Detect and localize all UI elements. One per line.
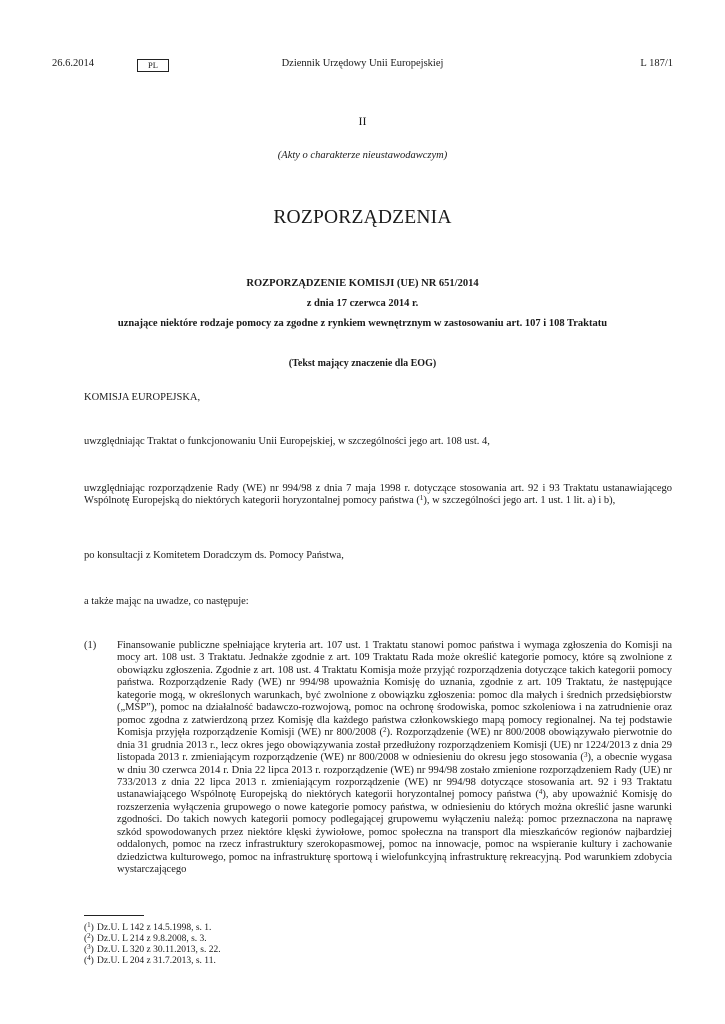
page-header <box>52 58 673 74</box>
regulation-subject: uznające niektóre rodzaje pomocy za zgodne z rynkiem wewnętrznym w zastosowaniu art. 107 i 108 Traktatu <box>117 318 608 329</box>
footnote <box>84 923 221 934</box>
language-badge: PL <box>137 59 169 72</box>
section-number: II <box>358 114 367 128</box>
preamble-commission: KOMISJA EUROPEJSKA, <box>84 392 201 403</box>
footnote-ref[interactable]: 2 <box>382 726 387 735</box>
recital-text <box>117 640 672 877</box>
recital-number: (1) <box>84 640 97 651</box>
footnote-mark: ($^4$) <box>84 954 94 966</box>
preamble-treaty: uwzględniając Traktat o funkcjonowaniu Unii Europejskiej, w szczególności jego art. 108 ust. 4, <box>84 436 490 447</box>
recital-text-part: ). Rozporządzenie (WE) nr 800/2008 obowiązywało pierwotnie do dnia 31 grudnia 2013 r., lecz okres jego obowiązywania został przedłużony rozporządzeniem Komisji (UE) nr 1224/2013 z dnia 29 listopada 2013 r. zmieniającym rozporządzenie (WE) nr 800/2008 w odniesieniu do okresu jego stosowania ( <box>117 727 672 764</box>
footnote-text: Dz.U. L 142 z 14.5.1998, s. 1. <box>97 923 212 933</box>
footnote-ref[interactable]: 1 <box>419 494 424 503</box>
footnote-mark: ($^3$) <box>84 943 94 955</box>
footnote <box>84 945 221 956</box>
footnote-mark: ($^1$) <box>84 921 94 933</box>
footnote-text: Dz.U. L 320 z 30.11.2013, s. 22. <box>97 945 221 955</box>
recital-text-part: ), aby upoważnić Komisję do rozszerzenia wyłączenia grupowego o nowe kategorie pomocy państwa, w odniesieniu do których można określić jasne warunki zgodności. Do takich nowych kategorii pomocy podlegającej grupowemu wyłączeniu należą: pomoc przeznaczona na naprawę szkód spowodowanych przez niektóre klęski żywiołowe, pomoc społeczna na transport dla mieszkańców regionów najbardziej oddalonych, pomoc na rzecz infrastruktury szerokopasmowej, pomoc na innowacje, pomoc na wspieranie kultury i zachowanie dziedzictwa kulturowego, pomoc na infrastrukturę sportową i wielofunkcyjną infrastrukturę rekreacyjną. Pod warunkiem zdobycia wystarczającego <box>117 789 672 876</box>
recital-text-part: Finansowanie publiczne spełniające kryteria art. 107 ust. 1 Traktatu stanowi pomoc państwa i wymaga zgłoszenia do Komisji na mocy art. 108 ust. 3 Traktatu. Jednakże zgodnie z art. 109 Traktatu Rada może określić kategorie pomocy, które są zwolnione z obowiązku zgłoszenia. Zgodnie z art. 108 ust. 4 Traktatu Komisja może przyjąć rozporządzenia dotyczące takich kategorii pomocy państwa. Rozporządzenie Rady (WE) nr 994/98 upoważnia Komisję do uznania, zgodnie z art. 109 Traktatu, że następujące kategorie mogą, w określonych warunkach, być zwolnione z obowiązku zgłoszenia: pomoc dla małych i średnich przedsiębiorstw („MŚP”), pomoc na działalność badawczo-rozwojową, pomoc na ochronę środowiska, pomoc szkoleniowa i na zatrudnienie oraz pomoc zgodna z zatwierdzoną przez Komisję dla każdego państwa członkowskiego mapą pomocy regionalnej. Na tej podstawie Komisja przyjęła rozporządzenie Komisji (WE) nr 800/2008 ( <box>117 640 672 739</box>
section-heading: ROZPORZĄDZENIA <box>273 207 452 228</box>
preamble-consultation: po konsultacji z Komitetem Doradczym ds. Pomocy Państwa, <box>84 550 344 561</box>
footnote <box>84 956 221 967</box>
regulation-title: ROZPORZĄDZENIE KOMISJI (UE) NR 651/2014 <box>246 278 479 289</box>
regulation-date: z dnia 17 czerwca 2014 r. <box>306 298 419 309</box>
footnote-ref[interactable]: 3 <box>583 751 588 760</box>
footnote-text: Dz.U. L 214 z 9.8.2008, s. 3. <box>97 934 207 944</box>
footnote <box>84 934 221 945</box>
eea-relevance: (Tekst mający znaczenie dla EOG) <box>288 358 437 369</box>
footnote-ref[interactable]: 4 <box>538 788 543 797</box>
footnote-mark: ($^2$) <box>84 932 94 944</box>
recital-text-part: ), a obecnie wygasa w dniu 30 czerwca 2014 r. Dnia 22 lipca 2013 r. rozporządzenie (WE) nr 994/98 zostało zmienione rozporządzeniem Rady (UE) nr 733/2013 z dnia 22 lipca 2013 r. zmieniającym rozporządzenie (WE) nr 994/98 dotyczące stosowania art. 92 i 93 Traktatu ustanawiającego Wspólnotę Europejską do niektórych kategorii horyzontalnej pomocy państwa ( <box>117 752 673 801</box>
preamble-council-regulation <box>84 483 672 508</box>
footnote-text: Dz.U. L 204 z 31.7.2013, s. 11. <box>97 956 216 966</box>
preamble-regulation-text: uwzględniając rozporządzenie Rady (WE) nr 994/98 z dnia 7 maja 1998 r. dotyczące stosowania art. 92 i 93 Traktatu ustanawiającego Wspólnotę Europejską do niektórych kategorii horyzontalnej pomocy państwa ( <box>84 483 672 507</box>
acts-note: (Akty o charakterze nieustawodawczym) <box>277 150 448 161</box>
journal-title: Dziennik Urzędowy Unii Europejskiej <box>281 58 444 69</box>
footnotes <box>84 923 221 967</box>
footnote-divider <box>84 915 144 916</box>
preamble-whereas: a także mając na uwadze, co następuje: <box>84 596 249 607</box>
preamble-regulation-text: ), w szczególności jego art. 1 ust. 1 lit. a) i b), <box>423 495 616 507</box>
publication-date: 26.6.2014 <box>52 58 94 69</box>
page-reference: L 187/1 <box>640 58 673 69</box>
